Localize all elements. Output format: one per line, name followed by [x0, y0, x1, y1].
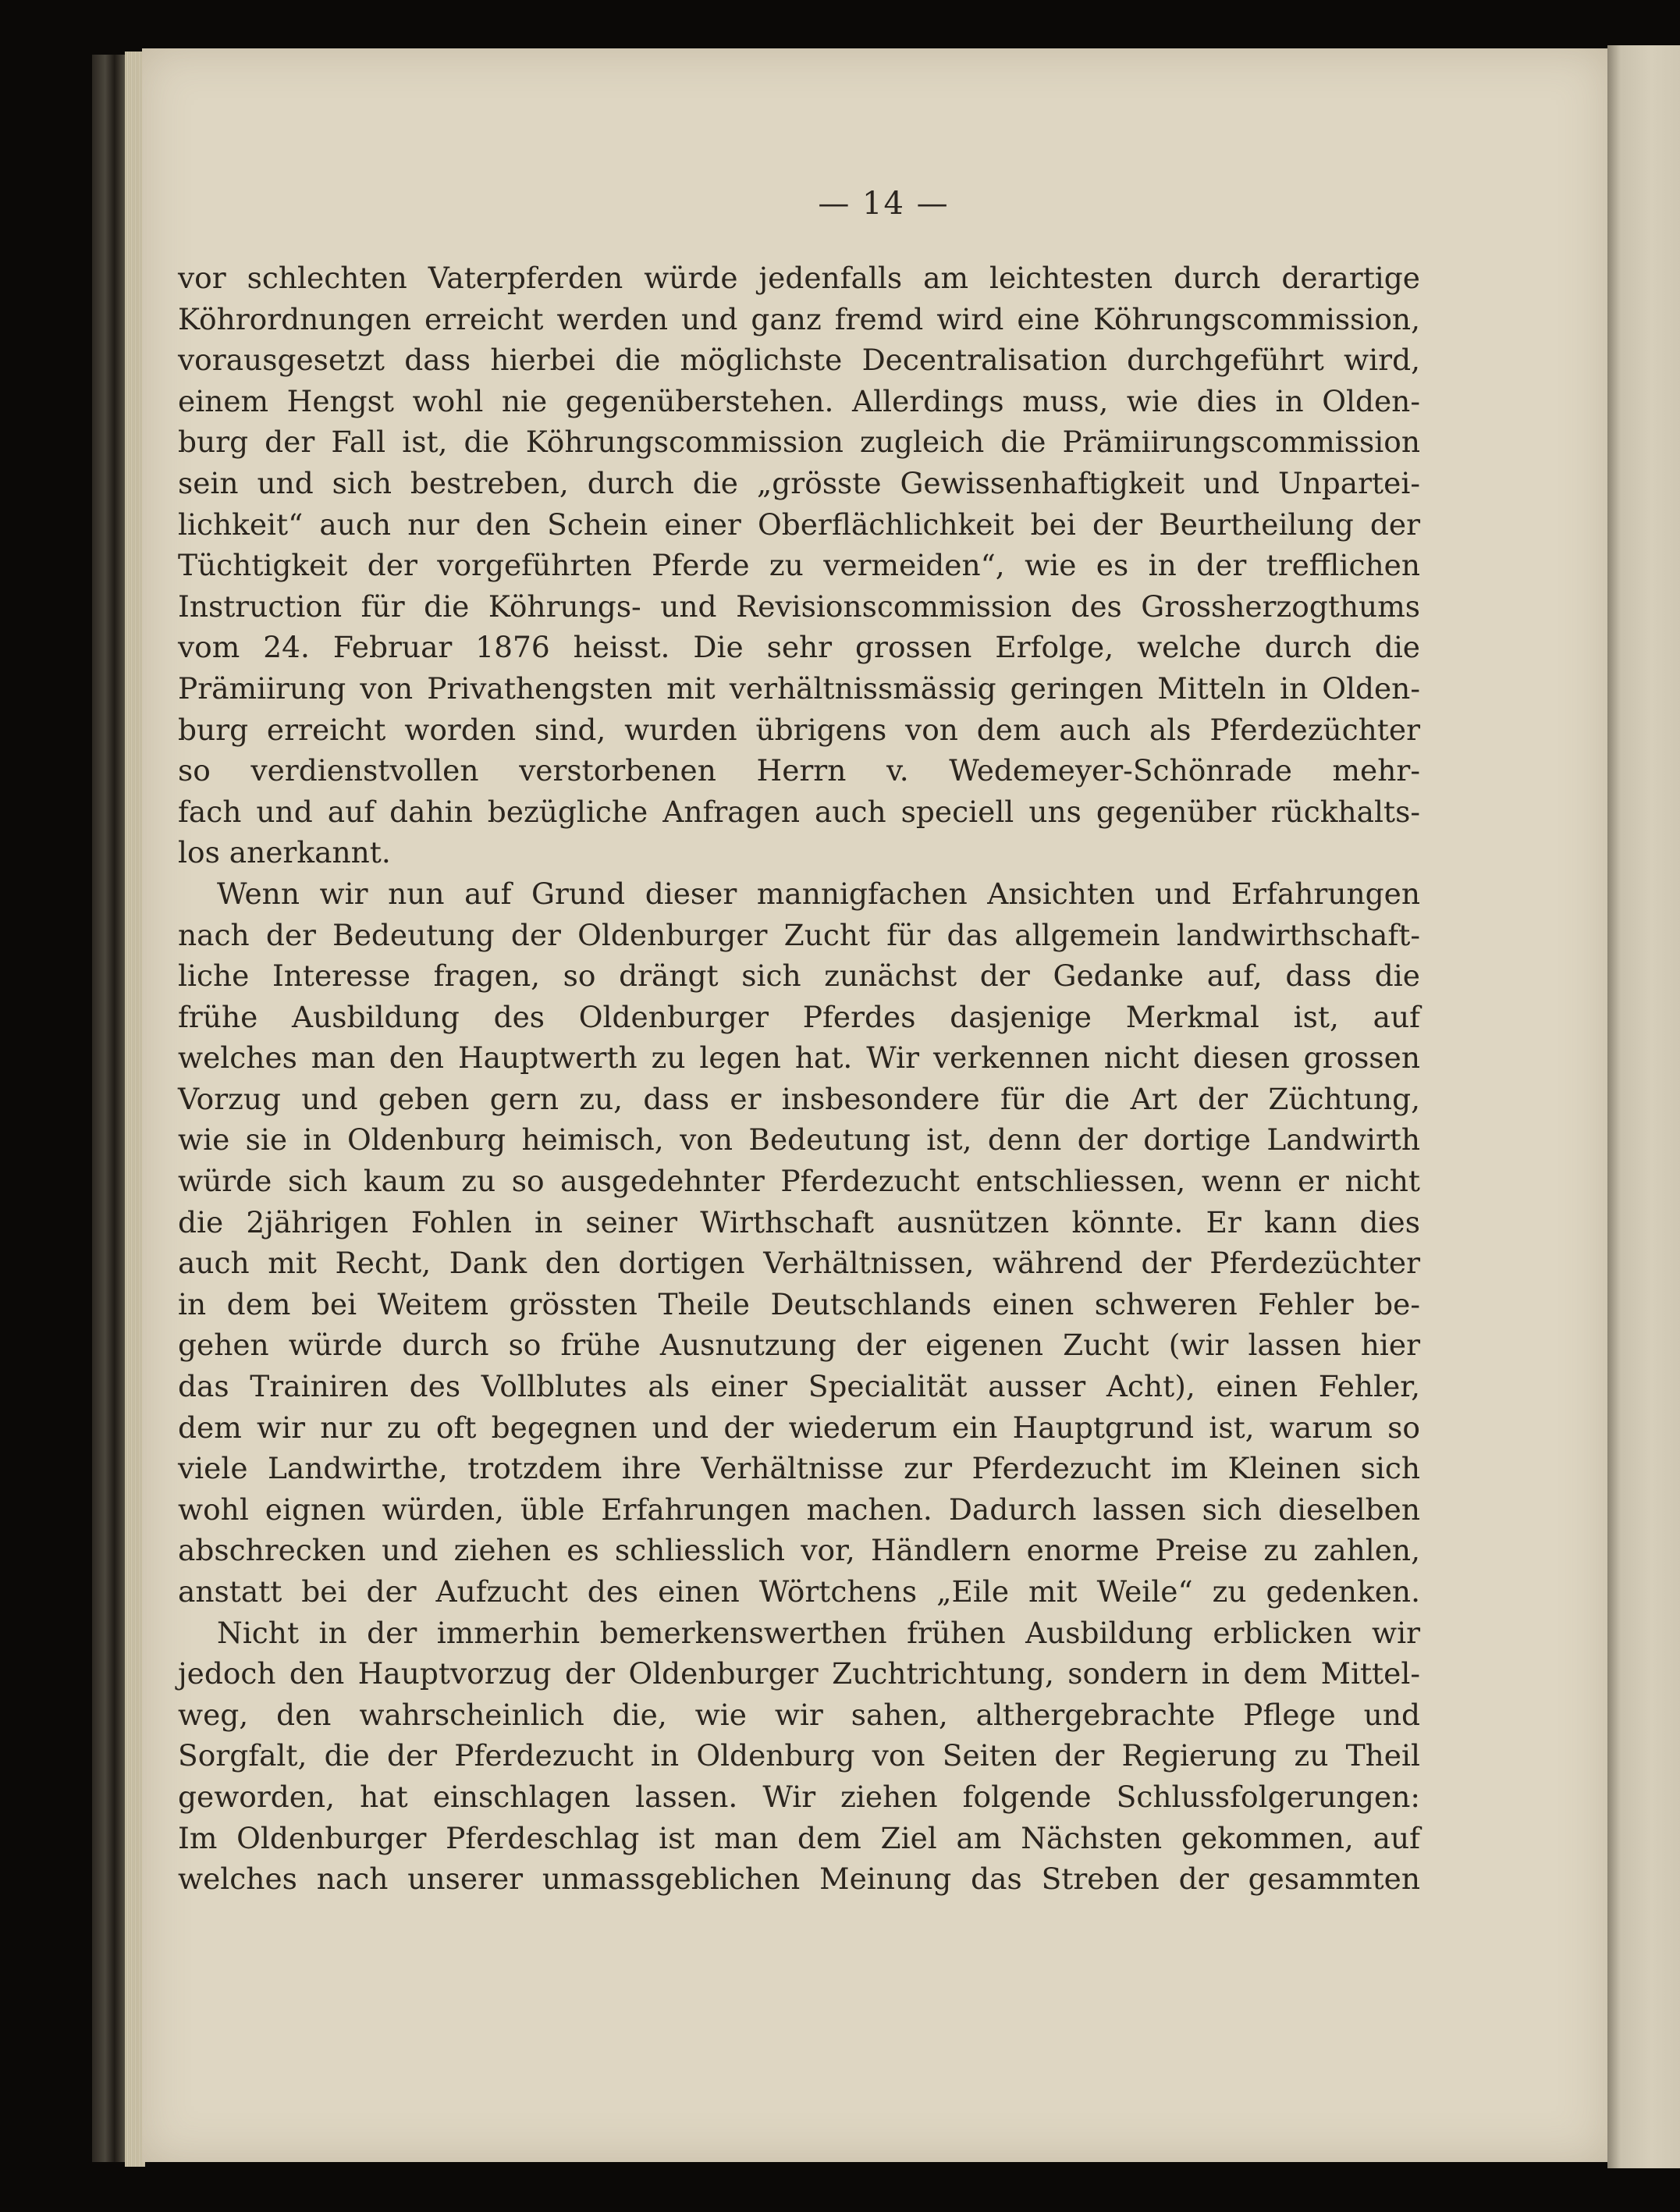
text-line: welches man den Hauptwerth zu legen hat. Wir verkennen nicht diesen grossen: [178, 1040, 1420, 1076]
text-line: Instruction für die Köhrungs- und Revisionscommission des Grossherzogthums: [178, 589, 1420, 624]
paragraph-2: [178, 873, 1420, 1613]
text-line: in dem bei Weitem grössten Theile Deutschlands einen schweren Fehler be-: [178, 1286, 1420, 1321]
text-line: liche Interesse fragen, so drängt sich zunächst der Gedanke auf, dass die: [178, 958, 1420, 994]
text-line: sein und sich bestreben, durch die „grösste Gewissenhaftigkeit und Unpartei-: [178, 465, 1420, 500]
text-line: Prämiirung von Privathengsten mit verhältnissmässig geringen Mitteln in Olden-: [178, 670, 1420, 706]
body-text: [178, 258, 1420, 1900]
text-line: würde sich kaum zu so ausgedehnter Pferdezucht entschliessen, wenn er nicht: [178, 1164, 1420, 1199]
text-line: frühe Ausbildung des Oldenburger Pferdes dasjenige Merkmal ist, auf: [178, 999, 1420, 1034]
text-line: dem wir nur zu oft begegnen und der wiederum ein Hauptgrund ist, warum so: [178, 1410, 1420, 1445]
text-line: viele Landwirthe, trotzdem ihre Verhältnisse zur Pferdezucht im Kleinen sich: [178, 1451, 1420, 1486]
text-line: weg, den wahrscheinlich die, wie wir sahen, althergebrachte Pflege und: [178, 1697, 1420, 1732]
text-line: Köhrordnungen erreicht werden und ganz fremd wird eine Köhrungscommission,: [178, 301, 1420, 336]
text-line: geworden, hat einschlagen lassen. Wir ziehen folgende Schlussfolgerungen:: [178, 1779, 1420, 1814]
text-line: Vorzug und geben gern zu, dass er insbesondere für die Art der Züchtung,: [178, 1081, 1420, 1116]
text-line: Tüchtigkeit der vorgeführten Pferde zu vermeiden“, wie es in der trefflichen: [178, 548, 1420, 583]
text-line: nach der Bedeutung der Oldenburger Zucht für das allgemein landwirthschaft-: [178, 917, 1420, 952]
text-line: vom 24. Februar 1876 heisst. Die sehr grossen Erfolge, welche durch die: [178, 630, 1420, 665]
page-number: — 14 —: [818, 186, 950, 222]
text-line: lichkeit“ auch nur den Schein einer Oberflächlichkeit bei der Beurtheilung der: [178, 507, 1420, 542]
text-line: vor schlechten Vaterpferden würde jedenfalls am leichtesten durch derartige: [178, 261, 1420, 295]
text-line: abschrecken und ziehen es schliesslich vor, Händlern enorme Preise zu zahlen,: [178, 1533, 1420, 1568]
text-line: so verdienstvollen verstorbenen Herrn v. Wedemeyer-Schönrade mehr-: [178, 753, 1420, 788]
text-line: Sorgfalt, die der Pferdezucht in Oldenburg von Seiten der Regierung zu Theil: [178, 1738, 1420, 1773]
text-line: burg der Fall ist, die Köhrungscommission zugleich die Prämiirungscommission: [178, 425, 1420, 460]
book-spine: [92, 55, 130, 2162]
text-line: Nicht in der immerhin bemerkenswerthen frühen Ausbildung erblicken wir: [217, 1615, 1420, 1650]
text-line: burg erreicht worden sind, wurden übrigens von dem auch als Pferdezüchter: [178, 712, 1420, 747]
paragraph-1: [178, 258, 1420, 873]
text-line: auch mit Recht, Dank den dortigen Verhältnissen, während der Pferdezüchter: [178, 1246, 1420, 1281]
text-line: die 2jährigen Fohlen in seiner Wirthschaft ausnützen könnte. Er kann dies: [178, 1204, 1420, 1239]
text-line: Im Oldenburger Pferdeschlag ist man dem Ziel am Nächsten gekommen, auf: [178, 1820, 1420, 1855]
text-line: fach und auf dahin bezügliche Anfragen auch speciell uns gegenüber rückhalts-: [178, 794, 1420, 829]
text-line: wohl eignen würden, üble Erfahrungen machen. Dadurch lassen sich dieselben: [178, 1492, 1420, 1527]
text-line: einem Hengst wohl nie gegenüberstehen. Allerdings muss, wie dies in Olden-: [178, 383, 1420, 418]
text-line: das Trainiren des Vollblutes als einer Specialität ausser Acht), einen Fehler,: [178, 1369, 1420, 1404]
text-line: vorausgesetzt dass hierbei die möglichste Decentralisation durchgeführt wird,: [178, 343, 1420, 378]
text-line: wie sie in Oldenburg heimisch, von Bedeutung ist, denn der dortige Landwirth: [178, 1122, 1420, 1158]
text-line: los anerkannt.: [178, 835, 391, 870]
facing-page-edge: [1607, 45, 1680, 2168]
text-line: jedoch den Hauptvorzug der Oldenburger Zuchtrichtung, sondern in dem Mittel-: [178, 1656, 1420, 1691]
text-line: Wenn wir nun auf Grund dieser mannigfachen Ansichten und Erfahrungen: [217, 876, 1420, 911]
text-line: gehen würde durch so frühe Ausnutzung der eigenen Zucht (wir lassen hier: [178, 1328, 1420, 1363]
text-line: anstatt bei der Aufzucht des einen Wörtchens „Eile mit Weile“ zu gedenken.: [178, 1574, 1420, 1609]
paragraph-3: [178, 1613, 1420, 1900]
text-line: welches nach unserer unmassgeblichen Meinung das Streben der gesammten: [178, 1862, 1420, 1897]
